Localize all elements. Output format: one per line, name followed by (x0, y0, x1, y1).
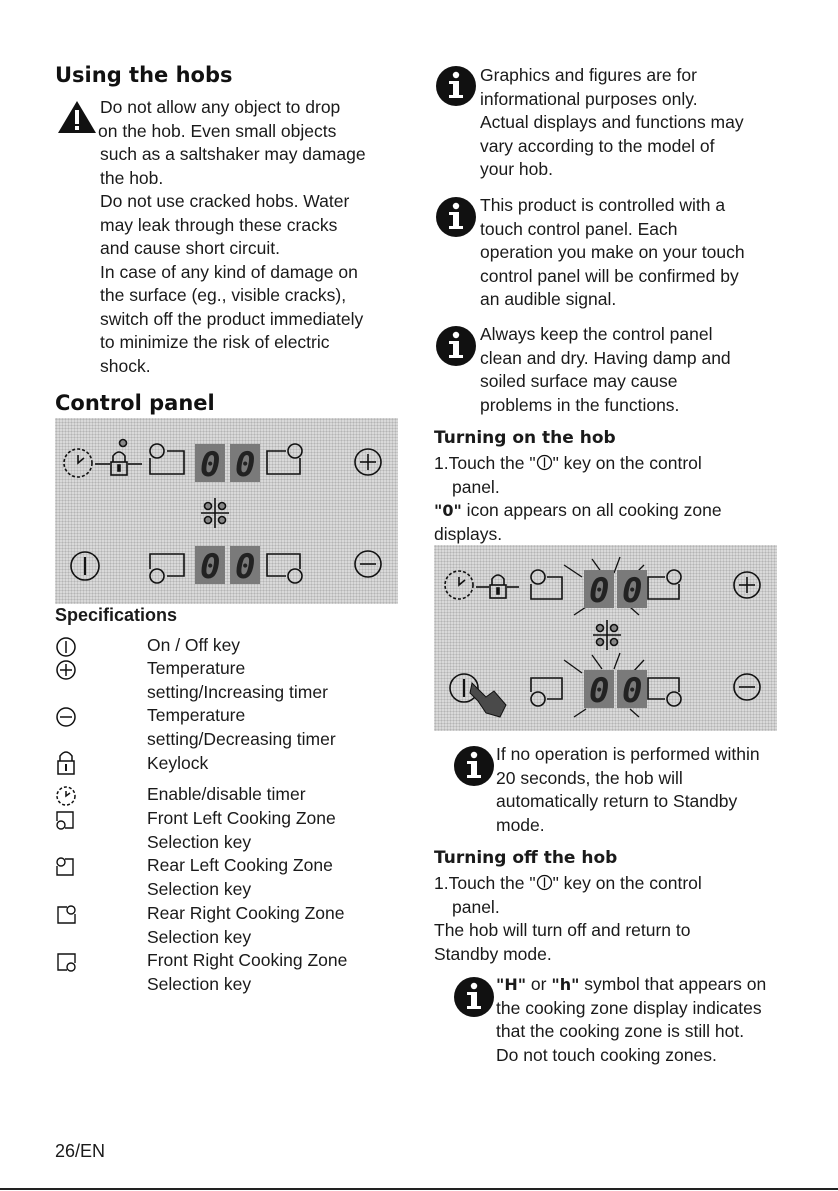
text-line: panel. (452, 476, 500, 497)
step-text: icon appears on all cooking zone (461, 500, 722, 520)
keylock-icon (55, 748, 77, 776)
text-line: Do not touch cooking zones. (496, 1044, 717, 1065)
spec-label: Rear Left Cooking Zone (147, 855, 333, 875)
front-right-zone-icon (648, 678, 681, 706)
info-icon (434, 324, 478, 368)
spec-label: setting/Decreasing timer (147, 728, 336, 749)
hot-symbol-h: "h" (551, 975, 580, 994)
text-line: displays. (434, 523, 503, 544)
text-line: vary according to the model of (480, 135, 715, 156)
spec-label: Selection key (147, 926, 252, 947)
text-line: Actual displays and functions may (480, 112, 744, 132)
text-line: an audible signal. (480, 289, 617, 309)
turning-off-steps (434, 872, 814, 966)
zero-symbol: "0" (434, 501, 462, 520)
footer-divider (0, 1188, 838, 1190)
step-text: 1.Touch the " (434, 453, 536, 473)
spec-label: Keylock (147, 753, 209, 773)
specifications-title: Specifications (55, 605, 178, 625)
step-text: or (526, 974, 552, 994)
front-left-zone-icon (531, 678, 562, 706)
rear-left-zone-icon (55, 856, 77, 878)
finger-pointer-icon (470, 683, 506, 717)
text-line: Always keep the control panel (480, 324, 713, 344)
control-panel-title: Control panel (55, 391, 215, 415)
text-line: automatically return to Standby (496, 791, 738, 811)
text-line: clean and dry. Having damp and (480, 347, 731, 368)
turning-off-title: Turning off the hob (434, 848, 618, 868)
step-text: " key on the control (552, 453, 702, 473)
spec-label: Front Right Cooking Zone (147, 950, 348, 970)
minus-icon (734, 674, 760, 700)
info-icon (452, 975, 496, 1019)
text-line: In case of any kind of damage on (100, 261, 358, 282)
warning-text (100, 96, 420, 378)
front-right-zone-icon (55, 951, 77, 973)
plus-icon (55, 659, 77, 681)
text-line (434, 452, 814, 476)
power-icon (55, 636, 77, 658)
info-note-touch-control (480, 194, 820, 312)
text-line: This product is controlled with a (480, 195, 726, 215)
front-right-zone-icon (267, 554, 302, 583)
rear-right-zone-icon (648, 570, 681, 599)
text-line: 20 seconds, the hob will (496, 767, 683, 788)
text-line: such as a saltshaker may damage (100, 144, 366, 164)
spec-label: On / Off key (147, 635, 241, 655)
text-line: The hob will turn off and return to (434, 920, 691, 940)
text-line: to minimize the risk of electric (100, 332, 330, 352)
spec-label: Selection key (147, 831, 252, 852)
info-icon (452, 744, 496, 788)
text-line: your hob. (480, 159, 553, 179)
text-line: informational purposes only. (480, 88, 698, 109)
rear-right-zone-icon (267, 444, 302, 474)
plus-icon (734, 572, 760, 598)
front-left-zone-icon (150, 554, 184, 583)
display-digit: 0 (589, 671, 610, 711)
plus-icon (355, 449, 381, 475)
display-digit: 0 (622, 671, 643, 711)
rear-right-zone-icon (55, 904, 77, 926)
spec-label: Rear Right Cooking Zone (147, 903, 345, 923)
hob-layout-icon (201, 498, 229, 528)
control-panel-image (55, 418, 398, 604)
spec-label: Temperature (147, 705, 246, 725)
rear-left-zone-icon (150, 444, 184, 474)
turning-on-title: Turning on the hob (434, 428, 616, 448)
info-icon (434, 195, 478, 239)
text-line: panel. (452, 896, 500, 917)
info-icon (434, 64, 478, 108)
keylock-icon (95, 452, 142, 475)
hob-layout-icon (593, 620, 621, 650)
turning-on-steps (434, 452, 814, 546)
step-text: symbol that appears on (579, 974, 767, 994)
timer-icon (55, 785, 77, 807)
spec-label: Selection key (147, 878, 252, 899)
text-line: that the cooking zone is still hot. (496, 1021, 745, 1041)
spec-label: Enable/disable timer (147, 784, 306, 804)
spec-label: setting/Increasing timer (147, 681, 328, 702)
hot-symbol-H: "H" (496, 975, 527, 994)
text-line: touch control panel. Each (480, 218, 678, 239)
text-line: Standby mode. (434, 943, 552, 964)
text-line: and cause short circuit. (100, 238, 280, 258)
spec-label: Temperature (147, 658, 246, 678)
display-digit: 0 (200, 547, 221, 587)
step-text: " key on the control (552, 873, 702, 893)
timer-icon (64, 449, 92, 477)
text-line: may leak through these cracks (100, 214, 338, 235)
spec-label: Front Left Cooking Zone (147, 808, 336, 828)
display-digit: 0 (235, 547, 256, 587)
text-line (434, 499, 814, 523)
text-line (496, 973, 832, 997)
display-digit: 0 (200, 445, 221, 485)
keylock-icon (476, 575, 519, 598)
using-hobs-title: Using the hobs (55, 63, 233, 87)
spec-label: Selection key (147, 973, 252, 994)
power-icon (71, 552, 99, 580)
text-line: problems in the functions. (480, 394, 680, 415)
info-note-graphics (480, 64, 820, 182)
text-line: Do not use cracked hobs. Water (100, 191, 350, 211)
step-text: 1.Touch the " (434, 873, 536, 893)
minus-icon (55, 706, 77, 728)
text-line: on the hob. Even small objects (98, 120, 337, 141)
text-line: soiled surface may cause (480, 371, 678, 391)
page-number: 26/EN (55, 1141, 106, 1161)
text-line (434, 872, 814, 896)
text-line: shock. (100, 355, 151, 376)
rear-left-zone-icon (531, 570, 562, 599)
text-line: control panel will be confirmed by (480, 265, 739, 286)
text-line: operation you make on your touch (480, 242, 745, 262)
text-line: the surface (eg., visible cracks), (100, 285, 347, 305)
text-line: mode. (496, 814, 545, 835)
power-icon (536, 454, 553, 471)
text-line: switch off the product immediately (100, 308, 364, 329)
power-icon (536, 874, 553, 891)
text-line: If no operation is performed within (496, 744, 760, 764)
text-line: Do not allow any object to drop (100, 97, 341, 117)
info-note-standby (496, 743, 826, 837)
info-note-hot-symbol (496, 973, 832, 1067)
display-digit: 0 (589, 571, 610, 611)
minus-icon (355, 551, 381, 577)
text-line: the cooking zone display indicates (496, 997, 762, 1018)
control-panel-turn-on-image (434, 545, 777, 731)
warning-icon (57, 100, 97, 134)
timer-icon (445, 571, 473, 599)
text-line: the hob. (100, 167, 164, 188)
info-note-clean (480, 323, 820, 417)
display-digit: 0 (235, 445, 256, 485)
display-digit: 0 (622, 571, 643, 611)
front-left-zone-icon (55, 809, 77, 831)
text-line: Graphics and figures are for (480, 65, 697, 85)
